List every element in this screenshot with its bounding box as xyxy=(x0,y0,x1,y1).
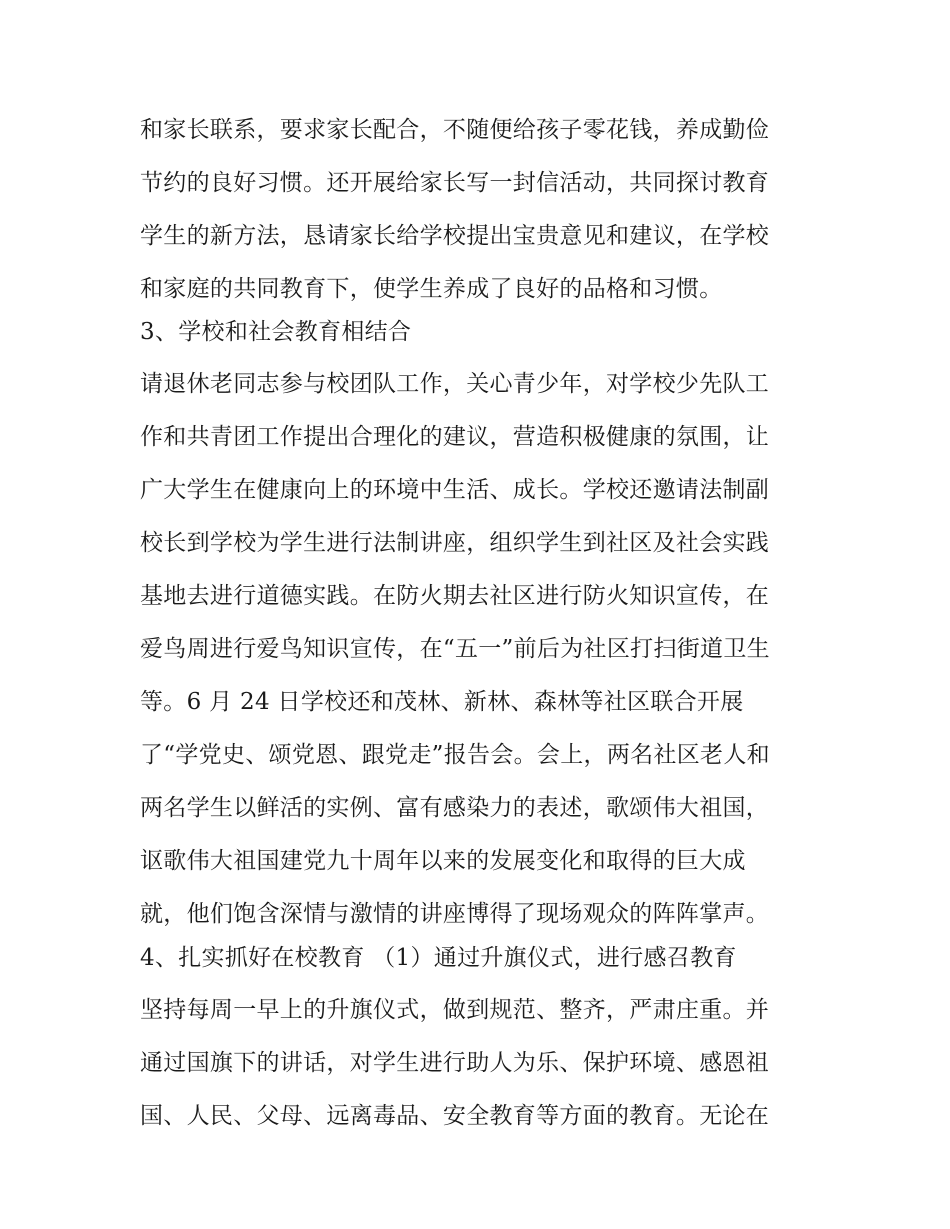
text-line: 和家长联系，要求家长配合，不随便给孩子零花钱，养成勤俭 xyxy=(140,117,770,143)
text-line: 通过国旗下的讲话，对学生进行助人为乐、保护环境、感恩祖 xyxy=(140,1050,770,1076)
text-line: 校长到学校为学生进行法制讲座，组织学生到社区及社会实践 xyxy=(140,530,770,556)
section-heading: 4、扎实抓好在校教育 （1）通过升旗仪式，进行感召教育 xyxy=(140,945,737,971)
text-line: 两名学生以鲜活的实例、富有感染力的表述，歌颂伟大祖国， xyxy=(140,795,770,821)
text-line: 坚持每周一早上的升旗仪式，做到规范、整齐，严肃庄重。并 xyxy=(140,997,770,1023)
text-line: 了“学党史、颂党恩、跟党走”报告会。会上，两名社区老人和 xyxy=(140,742,770,768)
text-line: 讴歌伟大祖国建党九十周年以来的发展变化和取得的巨大成 xyxy=(140,848,746,874)
text-line: 就，他们饱含深情与激情的讲座博得了现场观众的阵阵掌声。 xyxy=(140,901,770,927)
text-line: 国、人民、父母、远离毒品、安全教育等方面的教育。无论在 xyxy=(140,1103,770,1129)
text-line: 学生的新方法，恳请家长给学校提出宝贵意见和建议，在学校 xyxy=(140,223,770,249)
text-line: 作和共青团工作提出合理化的建议，营造积极健康的氛围，让 xyxy=(140,424,770,450)
section-heading: 3、学校和社会教育相结合 xyxy=(140,319,412,345)
text-line: 节约的良好习惯。还开展给家长写一封信活动，共同探讨教育 xyxy=(140,170,770,196)
text-line: 和家庭的共同教育下，使学生养成了良好的品格和习惯。 xyxy=(140,276,723,302)
text-line: 等。6 月 24 日学校还和茂林、新林、森林等社区联合开展 xyxy=(140,689,744,715)
text-line: 请退休老同志参与校团队工作，关心青少年，对学校少先队工 xyxy=(140,371,770,397)
text-line: 爱鸟周进行爱鸟知识宣传，在“五一”前后为社区打扫街道卫生 xyxy=(140,636,770,662)
text-line: 基地去进行道德实践。在防火期去社区进行防火知识宣传，在 xyxy=(140,583,770,609)
text-line: 广大学生在健康向上的环境中生活、成长。学校还邀请法制副 xyxy=(140,477,770,503)
